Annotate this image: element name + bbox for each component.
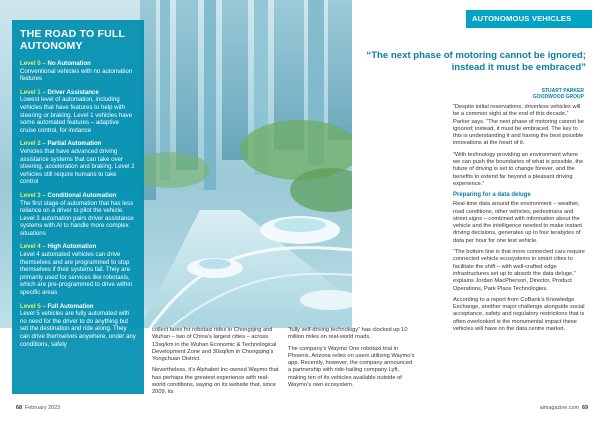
site-url: aimagazine.com: [539, 405, 579, 411]
quote-org: GOODWOOD GROUP: [532, 94, 584, 100]
section-title: AUTONOMOUS VEHICLES: [472, 14, 572, 23]
level-label: Level 0 –: [20, 60, 46, 67]
body-column-1: [152, 327, 280, 401]
level-description: Level 4 automated vehicles can drive themselves and are programmed to stop themselves if their systems fail. They are primarily used for services like robotaxis, which are pre-programmed to drive within specific areas: [20, 251, 133, 297]
body-column-2: [288, 327, 416, 393]
level-4: [20, 243, 136, 296]
level-5: [20, 303, 136, 349]
level-name: High Automation: [47, 243, 97, 251]
issue-date: February 2023: [25, 405, 61, 411]
level-3: [20, 192, 136, 238]
paragraph: “Despite initial reservations, driverless vehicles will be a common sight at the end of this decade,” Parker says. “The next phase of motoring cannot be ignored; instead, it must be embraced. The key to this is understanding it and having the best possible innovations at the heart of it.: [453, 104, 584, 147]
level-description: Lowest level of automation, including vehicles that have features to help with steering or braking. Level 1 vehicles have some automated features – adaptive cruise control, for instance: [20, 96, 133, 134]
quote-attribution: [533, 88, 584, 100]
level-name: No Automation: [47, 60, 91, 67]
body-column-3: [453, 104, 585, 337]
level-label: Level 5 –: [20, 302, 46, 310]
paragraph: Nevertheless, it’s Alphabet Inc-owned Waymo that has perhaps the greatest experience with real-world conditions, saying on its website that, since 2009, its: [152, 367, 279, 396]
level-description: Conventional vehicles with no automation features: [20, 67, 133, 83]
pull-quote: “The next phase of motoring cannot be ignored; instead it must be embraced”: [366, 50, 586, 73]
level-label: Level 2 –: [20, 140, 46, 148]
level-name: Driver Assistance: [47, 88, 99, 96]
level-2: [20, 140, 136, 186]
level-name: Partial Automation: [47, 140, 102, 148]
footer-right: [540, 405, 588, 411]
paragraph: “fully self-driving technology” has clocked up 10 million miles on real-world roads.: [288, 327, 408, 341]
autonomy-levels-panel: [12, 20, 144, 394]
quote-author: STUART PARKER: [541, 88, 584, 94]
page-number: 68: [16, 405, 22, 411]
paragraph: According to a report from CoBank’s Knowledge Exchange, another major challenge alongside social acceptance, safety and regulatory restrictions that is often overlooked is the monumental impact these vehicles will have on the data centre market.: [453, 296, 585, 333]
level-name: Full Automation: [47, 302, 94, 310]
paragraph: “With technology providing an environment where we can push the boundaries of what is possible, the future of driving is set to change forever, and the benefits to extend far beyond a pleasant driving experience.”: [453, 151, 584, 187]
page-number: 69: [582, 405, 588, 411]
subheading: Preparing for a data deluge: [453, 192, 531, 199]
level-description: The first stage of automation that has less reliance on a driver to pilot the vehicle. Level 3 automation pairs driver assistance systems with AI to handle more complex situations: [20, 199, 134, 237]
level-label: Level 3 –: [20, 191, 46, 199]
paragraph: The company’s Waymo One robotaxi trial in Phoenix, Arizona relies on users utilising Waymo’s app. Recently, however, the company announced a partnership with ride-hailing company Lyft, making ten of its vehicles available outside of Waymo’s own ecosystem.: [288, 345, 415, 389]
level-1: [20, 89, 136, 135]
sidebar-title: THE ROAD TO FULL AUTONOMY: [20, 28, 125, 52]
level-0: [20, 60, 136, 83]
paragraph: collect fares for robotaxi rides in Chongqing and Wuhan – two of China’s largest cities – across 13sq/km in the Wuhan Economic & Technological Development Zone and 30sq/km in Chongqing’s Yongchuan District.: [152, 327, 277, 363]
paragraph: Real-time data around the environment – weather, road conditions, other vehicles, pedestrians and street signs – combined with information about the vehicle and the intelligence needed to make instant driving decisions, generates up to four terabytes of data per hour for one test vehicle.: [453, 201, 583, 244]
level-description: Vehicles that have advanced driving assistance systems that can take over steering, acceleration and braking. Level 2 vehicles still require humans to take control: [20, 147, 135, 186]
section-header: [466, 10, 592, 28]
level-label: Level 4 –: [20, 243, 46, 251]
level-name: Conditional Automation: [47, 191, 117, 199]
level-label: Level 1 –: [20, 88, 46, 96]
paragraph: “The bottom line is that more connected cars require connected vehicle ecosystems in smart cities to facilitate the shift – with well-crafted edge infrastructures set up to absorb the data deluge,” explains Jordan MacPherson, Director, Product Operations, Park Place Technologies.: [453, 249, 585, 292]
level-description: Level 5 vehicles are fully automated with no need for the driver to do anything but set the destination and ride along. They can drive themselves anywhere, under any conditions, safely: [20, 310, 136, 348]
footer-left: [16, 405, 60, 411]
